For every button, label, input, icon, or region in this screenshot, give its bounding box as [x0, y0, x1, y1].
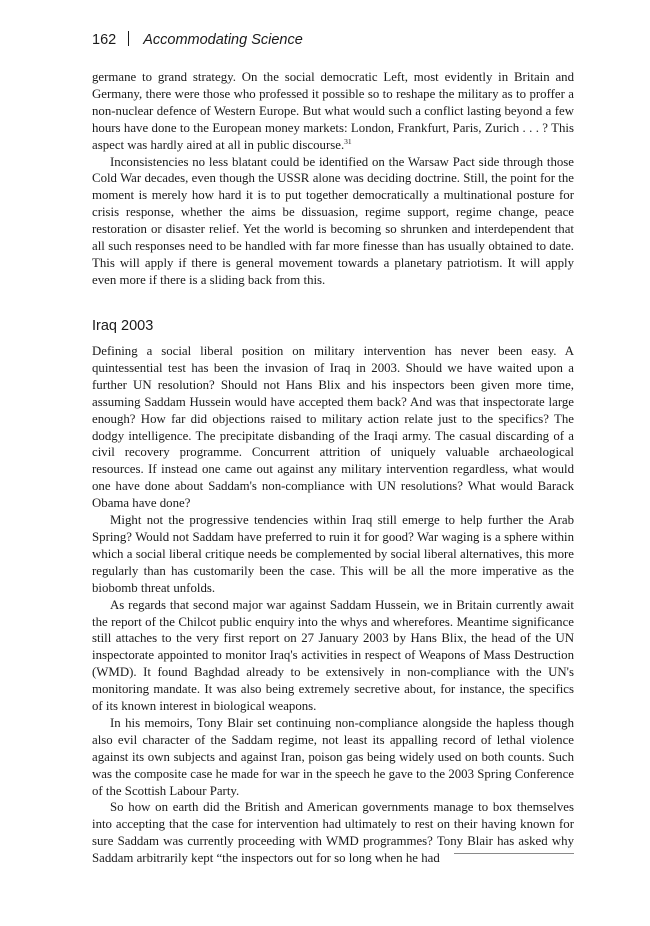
book-title: Accommodating Science	[143, 32, 303, 48]
paragraph: Defining a social liberal position on military intervention has never been easy. A quintessential test has been the invasion of Iraq in 2003. Should we have waited upon a further UN resolution? Should not Hans Blix and his inspectors been given more time, assuming Saddam Hussein would have accepted them back? And was that inspectorate large enough? How far did objections raised to military action relate just to the specifics? The dodgy intelligence. The precipitate disbanding of the Iraqi army. The casual discarding of a civil recovery programme. Concurrent attrition of uniquely valuable archaeological resources. If instead one came out against any military intervention regardless, what would one have done about Saddam's non-compliance with UN resolutions? What would Barack Obama have done?	[92, 344, 574, 511]
page-number: 162	[92, 32, 117, 48]
paragraph: As regards that second major war against Saddam Hussein, we in Britain currently await the report of the Chilcot public enquiry into the whys and wherefores. Meantime significance still attaches to the very first report on 27 January 2003 by Hans Blix, the head of the UN inspectorate appointed to monitor Iraq's activities in respect of Weapons of Mass Destruction (WMD). It found Baghdad already to be extensively in non-compliance with the UN's monitoring mandate. It was also being extremely secretive about, for instance, the specifics of its known interest in biological weapons.	[92, 597, 574, 714]
text-block-section-body	[92, 343, 574, 867]
paragraph: So how on earth did the British and American governments manage to box themselves into accepting that the case for intervention had ultimately to rest on their having known for sure Saddam was currently proceeding with WMD programmes? Tony Blair has asked why Saddam arbitrarily kept “the inspectors out for so long when he had	[92, 800, 574, 866]
section-heading: Iraq 2003	[92, 318, 154, 334]
paragraph-text: germane to grand strategy. On the social democratic Left, most evidently in Britain and Germany, there were those who professed it possible so to reshape the military as to proffer a non-nuclear defence of Western Europe. But what would such a conflict lasting beyond a few hours have done to the European money markets: London, Frankfurt, Paris, Zurich . . . ? This aspect was hardly aired at all in public discourse.	[92, 70, 574, 152]
paragraph: Inconsistencies no less blatant could be identified on the Warsaw Pact side through those Cold War decades, even though the USSR alone was deciding doctrine. Still, the point for the moment is merely how hard it is to put together democratically a multinational posture for crisis response, whether the aims be dissuasion, regime support, regime change, peace restoration or disaster relief. Yet the world is becoming so shrunken and interdependent that all such responses need to be handled with far more finesse than has usually obtained to date. This will apply if there is general movement towards a planetary patriotism. It will apply even more if there is a sliding back from this.	[92, 154, 574, 287]
note-reference: 31	[344, 136, 352, 146]
running-head	[92, 31, 303, 48]
text-block-before-section	[92, 69, 574, 289]
paragraph: In his memoirs, Tony Blair set continuing non-compliance alongside the hapless though also evil character of the Saddam regime, not least its appalling record of lethal violence against its own subjects and against Iran, poison gas being widely used on both counts. Such was the composite case he made for war in the speech he gave to the 2003 Spring Conference of the Scottish Labour Party.	[92, 715, 574, 798]
running-head-divider	[128, 31, 129, 46]
footnote-rule	[454, 853, 574, 854]
paragraph: Might not the progressive tendencies within Iraq still emerge to help further the Arab Spring? Would not Saddam have preferred to ruin it for good? War waging is a sphere within which a social liberal critique needs be complemented by social liberal alternatives, this more regularly than has customarily been the case. This will be all the more imperative as the biobomb threat unfolds.	[92, 513, 574, 595]
paragraph	[92, 69, 574, 154]
